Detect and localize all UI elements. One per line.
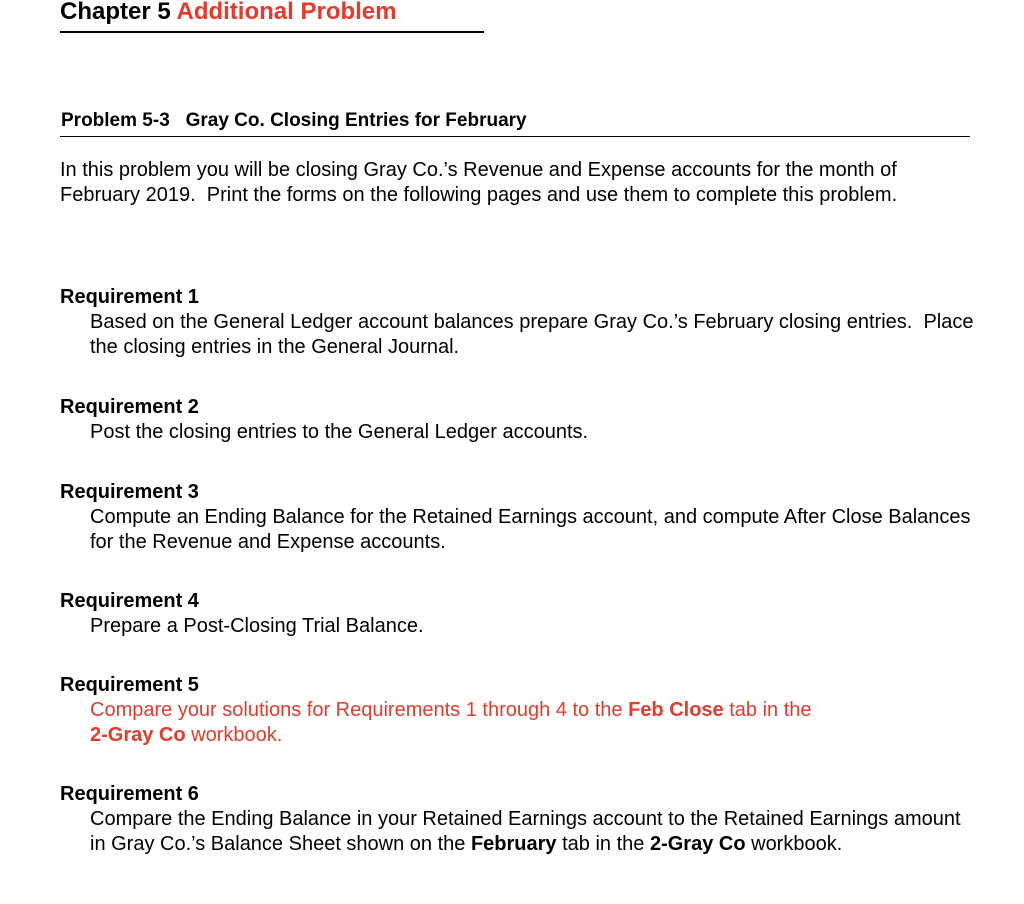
requirement-text: Compute an Ending Balance for the Retained Earnings account, and compute After Close Balances for the Revenue and Expense accounts. [90,506,971,553]
requirement-heading: Requirement 5 [60,674,199,696]
problem-title: Problem 5-3 Gray Co. Closing Entries for February [61,110,527,131]
requirement-heading: Requirement 3 [60,481,199,503]
requirement-text-part: workbook. [185,724,283,746]
problem-header [60,109,970,137]
requirement-text: Prepare a Post-Closing Trial Balance. [90,615,424,637]
problem-intro: In this problem you will be closing Gray Co.’s Revenue and Expense accounts for the month of February 2019. Print the forms on the following pages and use them to complete this problem. [60,159,903,206]
requirement-6 [60,782,980,857]
requirement-text-part: workbook. [745,833,843,855]
tab-name: February [470,833,557,855]
tab-name: Feb Close [628,699,724,721]
requirement-text [90,807,980,857]
requirement-4 [60,589,980,639]
requirement-text-part: tab in the [723,699,812,721]
requirement-text-part: tab in the [556,833,650,855]
requirement-heading: Requirement 2 [60,396,199,418]
requirement-1 [60,285,980,360]
requirement-heading: Requirement 1 [60,286,199,308]
chapter-header [60,0,484,33]
requirement-text: Post the closing entries to the General Ledger accounts. [90,421,589,443]
chapter-title [60,0,397,26]
requirement-3 [60,480,980,555]
requirement-heading: Requirement 4 [60,590,199,612]
requirement-text: Based on the General Ledger account balances prepare Gray Co.’s February closing entries. Place the closing entries in the General Journal. [90,311,980,358]
requirement-5 [60,673,980,748]
requirement-text-part: Compare your solutions for Requirements 1 through 4 to the [90,699,629,721]
workbook-name: 2-Gray Co [649,833,746,855]
requirement-text [90,698,980,748]
requirement-2 [60,395,980,445]
requirement-heading: Requirement 6 [60,783,199,805]
requirement-text-part: Compare the Ending Balance in your Retained Earnings account to the Retained Earnings amount in Gray Co.’s Balance Sheet shown on the [90,808,961,855]
workbook-name: 2-Gray Co [90,724,186,746]
chapter-subtitle: Additional Problem [176,0,397,25]
chapter-label: Chapter 5 [60,0,171,25]
